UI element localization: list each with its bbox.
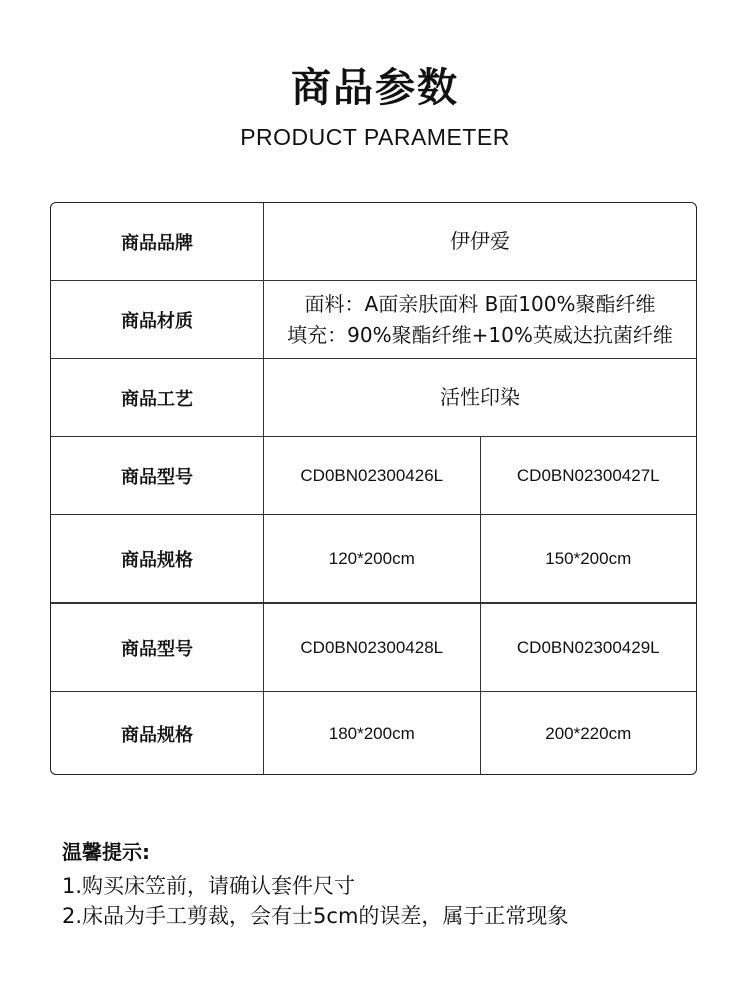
table-row-model-1 — [51, 436, 696, 514]
row-value-a: CD0BN02300428L — [300, 637, 444, 657]
row-label: 商品型号 — [51, 604, 264, 691]
note-line-1: 1.购买床笠前，请确认套件尺寸 — [62, 874, 356, 898]
row-value-b: CD0BN02300427L — [480, 437, 697, 514]
table-row-craft — [51, 358, 696, 436]
note-line-2: 2.床品为手工剪裁，会有士5cm的误差，属于正常现象 — [62, 904, 569, 928]
table-row-spec-1 — [51, 514, 696, 602]
notes-title: 温馨提示: — [62, 840, 150, 864]
row-value: 伊伊爱 — [450, 229, 510, 253]
parameter-table — [50, 202, 697, 775]
material-line-1: 面料：A面亲肤面料 B面100%聚酯纤维 — [304, 291, 656, 316]
row-value-a: 120*200cm — [328, 548, 415, 568]
row-value-a: CD0BN02300426L — [300, 465, 444, 485]
row-value — [264, 281, 696, 358]
page-title: 商品参数 — [291, 65, 459, 111]
row-label: 商品工艺 — [51, 359, 264, 436]
material-line-2: 填充：90%聚酯纤维+10%英威达抗菌纤维 — [287, 322, 673, 347]
table-row-model-2 — [51, 602, 696, 691]
row-label: 商品材质 — [51, 281, 264, 358]
table-row-brand — [51, 203, 696, 280]
row-label: 商品规格 — [51, 692, 264, 775]
row-label: 商品品牌 — [51, 203, 264, 280]
row-label: 商品规格 — [51, 515, 264, 602]
row-value-b: CD0BN02300429L — [480, 604, 697, 691]
row-value-b: 200*220cm — [480, 692, 697, 775]
page-subtitle: PRODUCT PARAMETER — [240, 124, 510, 150]
row-value: 活性印染 — [440, 385, 520, 409]
table-row-spec-2 — [51, 691, 696, 775]
row-value-b: 150*200cm — [480, 515, 697, 602]
row-label: 商品型号 — [51, 437, 264, 514]
row-value-a: 180*200cm — [328, 724, 415, 743]
table-row-material — [51, 280, 696, 358]
notes-section — [62, 836, 712, 931]
